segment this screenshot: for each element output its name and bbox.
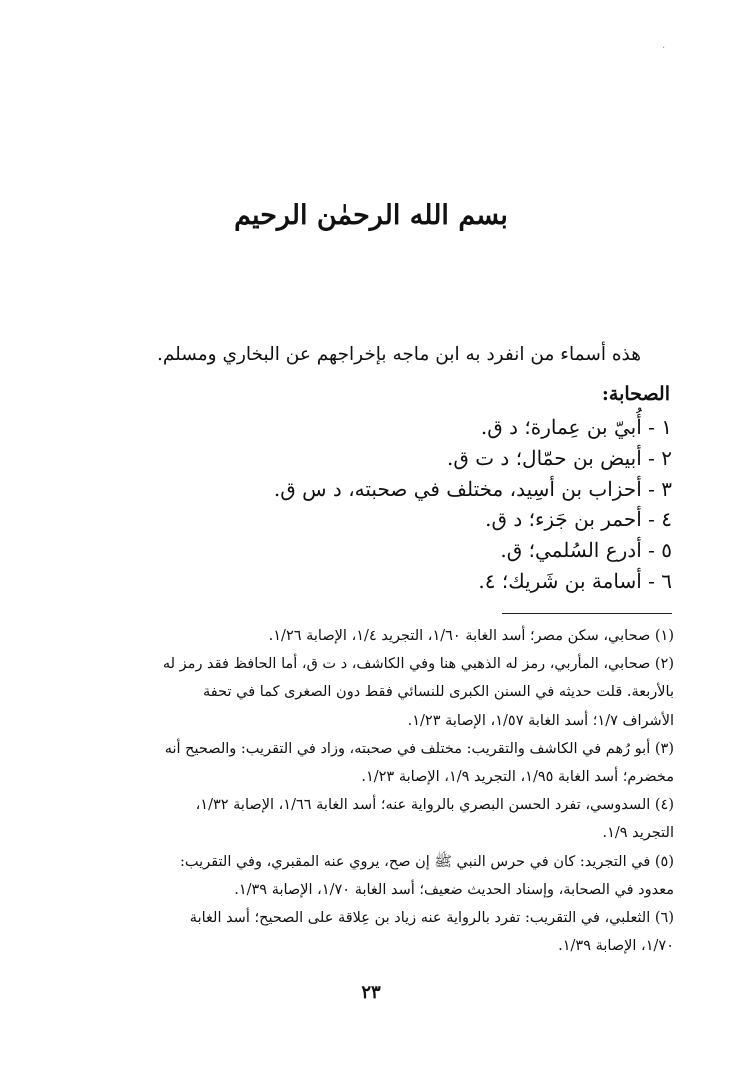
scan-speck: · xyxy=(662,43,666,54)
list-item: ٢ - أبيض بن حمّال؛ د ت ق. xyxy=(447,445,672,470)
footnote-line: مخضرم؛ أسد الغابة ١/٩٥، التجريد ١/٩، الإصابة ١/٢٣. xyxy=(361,768,674,785)
intro-paragraph: هذه أسماء من انفرد به ابن ماجه بإخراجهم عن البخاري ومسلم. xyxy=(156,344,641,365)
list-item: ١ - أُبيّ بن عِمارة؛ د ق. xyxy=(480,415,672,439)
footnote-3 xyxy=(60,735,674,791)
entries-list xyxy=(112,412,672,597)
footnote-line: (١) صحابي، سكن مصر؛ أسد الغابة ١/٦٠، التجريد ١/٤، الإصابة ١/٢٦. xyxy=(268,628,674,644)
footnote-5 xyxy=(60,848,674,904)
footnote-4 xyxy=(60,791,674,847)
footnote-6 xyxy=(60,904,674,960)
footnote-line: (٢) صحابي، المأربي، رمز له الذهبي هنا وفي الكاشف، د ت ق، أما الحافظ فقد رمز له xyxy=(162,656,674,673)
footnote-line: (٦) الثعلبي، في التقريب: تفرد بالرواية عنه زياد بن عِلاقة على الصحيح؛ أسد الغابة xyxy=(189,909,674,926)
footnote-divider xyxy=(502,613,672,614)
list-item: ٤ - أحمر بن جَزء؛ د ق. xyxy=(485,507,672,532)
list-item: ٥ - أدرع السُلمي؛ ق. xyxy=(500,538,672,563)
footnote-line: ١/٧٠، الإصابة ١/٣٩. xyxy=(558,938,674,955)
basmala-heading: بسم الله الرحمٰن الرحيم xyxy=(234,200,508,231)
footnote-line: الأشراف ١/٧؛ أسد الغابة ١/٥٧، الإصابة ١/٢٣. xyxy=(407,712,674,729)
list-item: ٣ - أحزاب بن أسِيد، مختلف في صحبته، د س ق. xyxy=(273,476,672,501)
footnote-2 xyxy=(60,650,674,735)
section-heading: الصحابة: xyxy=(601,383,670,405)
page-number: ٢٣ xyxy=(361,982,381,1003)
footnotes-list xyxy=(60,622,674,960)
footnote-line: (٣) أبو رُهم في الكاشف والتقريب: مختلف في صحبته، وزاد في التقريب: والصحيح أنه xyxy=(164,740,674,757)
footnote-line: (٤) السدوسي، تفرد الحسن البصري بالرواية عنه؛ أسد الغابة ١/٦٦، الإصابة ١/٣٢، xyxy=(195,797,674,814)
footnote-line: (٥) في التجريد: كان في حرس النبي ﷺ إن صح، يروي عنه المقبري، وفي التقريب: xyxy=(180,853,674,870)
footnote-line: بالأربعة. قلت حديثه في السنن الكبرى للنسائي فقط دون الصغرى كما في تحفة xyxy=(203,684,674,701)
footnote-line: التجريد ١/٩. xyxy=(602,825,674,842)
list-item: ٦ - أسامة بن شَريك؛ ٤. xyxy=(478,568,672,593)
footnote-line: معدود في الصحابة، وإسناد الحديث ضعيف؛ أسد الغابة ١/٧٠، الإصابة ١/٣٩. xyxy=(234,881,674,898)
footnote-1 xyxy=(60,622,674,650)
